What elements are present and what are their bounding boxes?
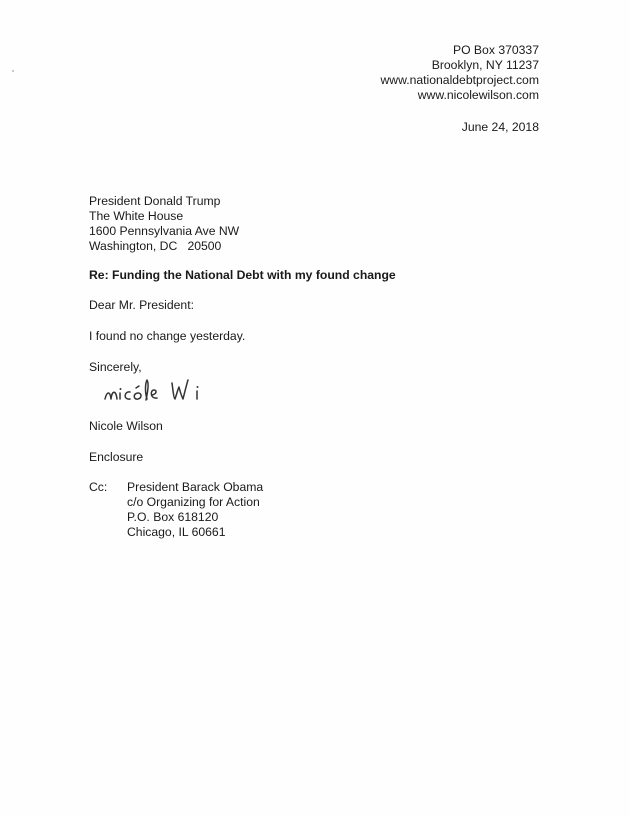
recipient-city-line: Washington, DC 20500 (89, 239, 222, 253)
signer-name: Nicole Wilson (89, 419, 163, 433)
cc-name: President Barack Obama (127, 480, 264, 494)
sender-address-block (380, 43, 539, 103)
sender-website: www.nicolewilson.com (417, 88, 539, 102)
subject-line: Re: Funding the National Debt with my found change (89, 268, 396, 282)
cc-city-line: Chicago, IL 60661 (127, 525, 226, 539)
closing: Sincerely, (89, 360, 142, 374)
sender-address-line: Brooklyn, NY 11237 (431, 58, 539, 72)
recipient-address-block (89, 194, 239, 254)
recipient-street: 1600 Pennsylvania Ave NW (89, 224, 240, 238)
sender-address-line: PO Box 370337 (452, 43, 539, 57)
recipient-name: President Donald Trump (89, 194, 221, 208)
recipient-organization: The White House (89, 209, 184, 223)
cc-care-of: c/o Organizing for Action (127, 495, 260, 509)
letter-body: I found no change yesterday. (89, 329, 246, 343)
enclosure-notation: Enclosure (89, 450, 144, 464)
cc-address-block (127, 480, 263, 540)
salutation: Dear Mr. President: (89, 298, 194, 312)
sender-website: www.nationaldebtproject.com (380, 73, 539, 87)
scan-speck (12, 70, 14, 72)
handwritten-signature (102, 373, 252, 413)
cc-label: Cc: (89, 480, 108, 494)
cc-po-box: P.O. Box 618120 (127, 510, 219, 524)
letter-date: June 24, 2018 (461, 120, 539, 134)
